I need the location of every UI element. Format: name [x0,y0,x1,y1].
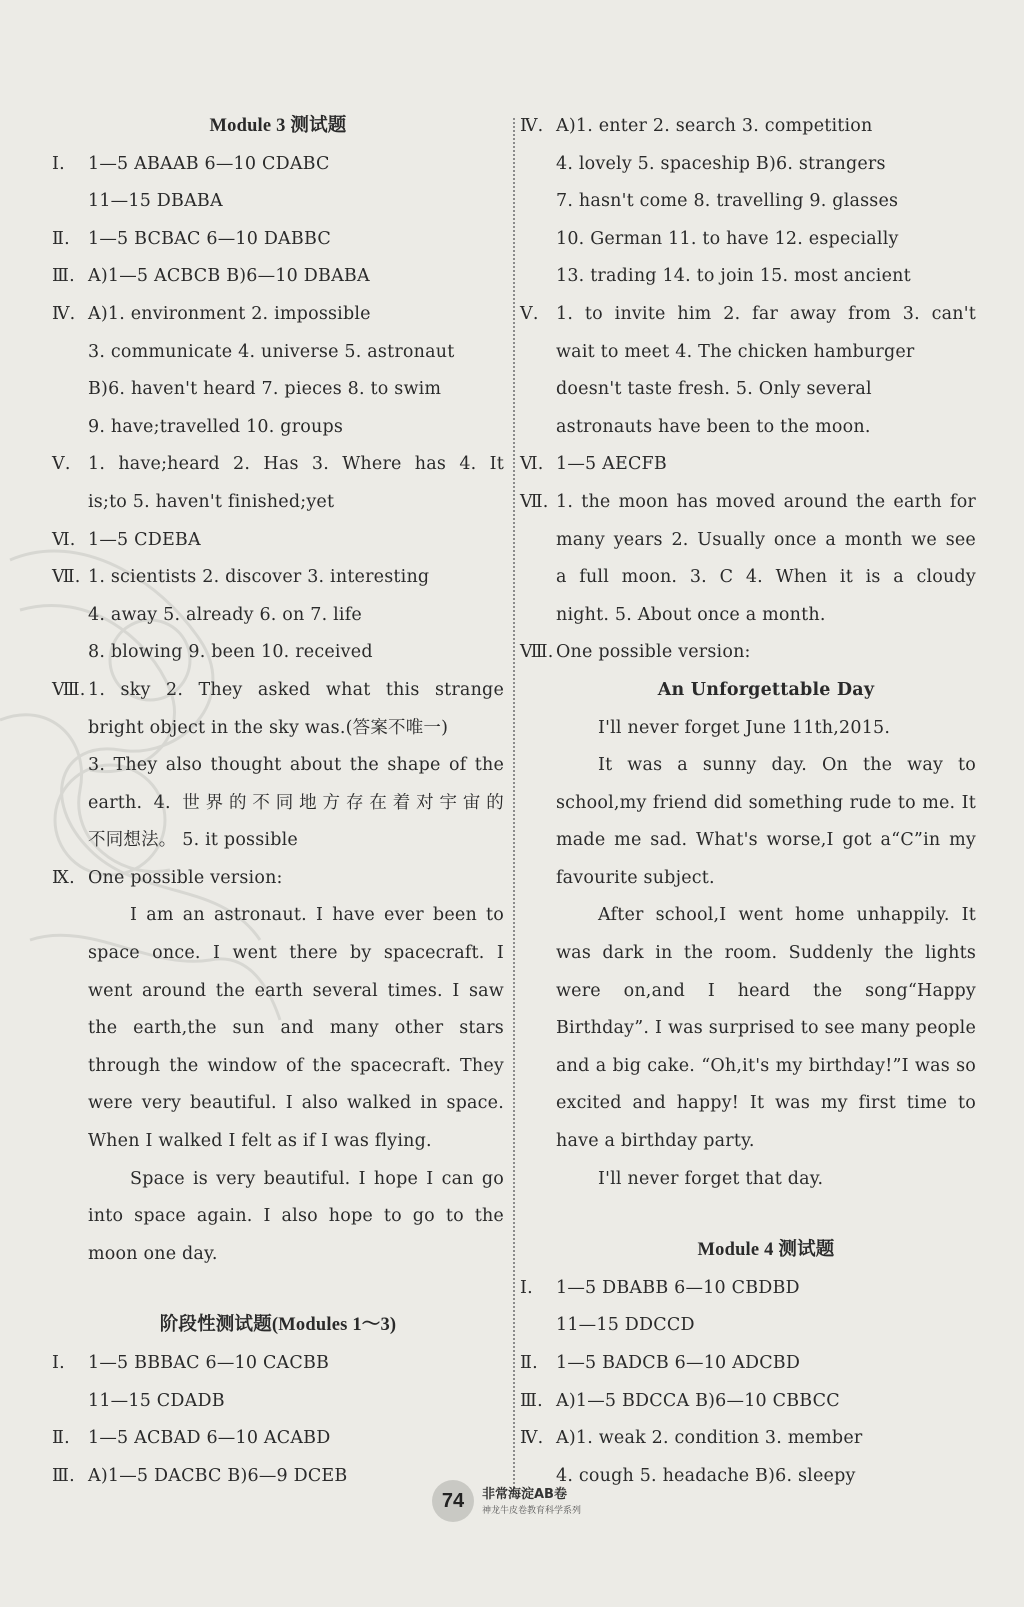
book-brand: 非常海淀AB卷 [482,1487,567,1502]
answer-line: night. 5. About once a month. [556,604,826,625]
answer-line: 1—5 DBABB 6—10 CBDBD [556,1277,800,1298]
section-number: Ⅷ. [520,642,554,663]
section-number: Ⅰ. [52,1353,65,1373]
answer-line: 1. to invite him 2. far away from 3. can't [556,303,976,324]
r-section-4 [520,108,976,296]
answer-line: A)1. weak 2. condition 3. member [556,1428,863,1449]
answer-line: 1—5 ACBAD 6—10 ACABD [88,1428,331,1449]
stage-test-title: 阶段性测试题(Modules 1～3) [159,1315,397,1336]
m4-section-3 [520,1383,976,1421]
answer-line: astronauts have been to the moon. [556,416,871,437]
column-divider [513,118,515,1488]
answer-line: 1. the moon has moved around the earth for [556,491,976,512]
answer-line: 4. cough 5. headache B)6. sleepy [556,1465,856,1486]
answer-line: A)1—5 BDCCA B)6—10 CBBCC [556,1390,840,1411]
section-number: Ⅵ. [52,529,76,550]
stage-section-1 [52,1345,504,1420]
answer-line: 9. have;travelled 10. groups [88,416,344,437]
section-number: Ⅰ. [520,1277,533,1298]
section-number: Ⅶ. [520,491,549,512]
book-series: 神龙牛皮卷教育科学系列 [482,1506,582,1516]
section-number: Ⅰ. [52,153,65,174]
page-number: 74 [432,1480,474,1522]
left-column [52,108,504,1495]
answer-line: A)1—5 DACBC B)6—9 DCEB [88,1465,348,1486]
essay-paragraph: I'll never forget June 11th,2015. [598,717,891,738]
section-number: Ⅴ. [520,303,539,324]
essay-title: An Unforgettable Day [657,679,875,700]
r-section-5 [520,296,976,446]
answer-line: 1—5 BADCB 6—10 ADCBD [556,1353,801,1373]
m4-section-2 [520,1345,976,1383]
answer-line: A)1. environment 2. impossible [88,303,371,324]
answer-line: 1—5 BCBAC 6—10 DABBC [88,228,331,249]
answer-line: many years 2. Usually once a month we see [556,529,976,550]
r-section-7 [520,484,976,634]
answer-line: B)6. haven't heard 7. pieces 8. to swim [88,379,442,400]
answer-line: wait to meet 4. The chicken hamburger [556,341,915,362]
section-number: Ⅵ. [520,454,544,475]
answer-line: 3. communicate 4. universe 5. astronaut [88,341,455,362]
r-section-8 [520,634,976,672]
section-number: Ⅸ. [52,867,75,888]
section-number: Ⅳ. [520,116,544,136]
section-number: Ⅳ. [520,1428,544,1449]
answer-line: 11—15 CDADB [88,1390,225,1411]
module4-title: Module 4 测试题 [697,1240,835,1261]
answer-line: 3. They also thought about the shape of the [88,755,504,776]
answer-line: a full moon. 3. C 4. When it is a cloudy [556,567,976,588]
r-section-6 [520,446,976,484]
essay-paragraph: Space is very beautiful. I hope I can go into space again. I also hope to go to the moon one day. [88,1168,504,1264]
answer-line: 1—5 BBBAC 6—10 CACBB [88,1353,330,1373]
module3-title: Module 3 测试题 [209,116,347,136]
answer-line: 1. sky 2. They asked what this strange [88,679,504,700]
answer-line: 不同想法。 5. it possible [88,830,298,851]
m3-section-9 [52,860,504,898]
section-number: Ⅶ. [52,567,81,588]
answer-line: is;to 5. haven't finished;yet [88,491,335,512]
answer-line: 1. have;heard 2. Has 3. Where has 4. It [88,454,504,475]
right-column [520,108,976,1495]
answer-line: 11—15 DDCCD [556,1315,695,1336]
answer-line: doesn't taste fresh. 5. Only several [556,379,872,400]
stage-section-2 [52,1420,504,1458]
answer-line: 8. blowing 9. been 10. received [88,642,373,663]
m3-section-6 [52,522,504,560]
answer-line: A)1. enter 2. search 3. competition [556,116,873,136]
section-number: Ⅲ. [520,1390,543,1411]
answer-line: 4. away 5. already 6. on 7. life [88,604,362,625]
essay-paragraph: After school,I went home unhappily. It was dark in the room. Suddenly the lights were on,and I heard the song“Happy Birthday”. I was surprised to see many people and a big cake. “Oh,it's my birthday!”I was so excited and happy! It was my first time to have a birthday party. [556,905,976,1152]
section-number: Ⅱ. [52,1428,70,1449]
answer-line: A)1—5 ACBCB B)6—10 DBABA [88,266,370,287]
answer-line: 10. German 11. to have 12. especially [556,228,899,249]
m3-section-2 [52,221,504,259]
section-number: Ⅱ. [52,228,70,249]
essay-paragraph: I am an astronaut. I have ever been to space once. I went there by spacecraft. I went around the earth several times. I saw the earth,the sun and many other stars through the window of the spacecraft. They were very beautiful. I also walked in space. When I walked I felt as if I was flying. [88,905,504,1152]
m3-section-7 [52,559,504,672]
answer-line: 13. trading 14. to join 15. most ancient [556,266,911,287]
m3-section-1 [52,146,504,221]
answer-line: 1—5 ABAAB 6—10 CDABC [88,153,330,174]
page-footer [432,1480,642,1522]
section-number: Ⅱ. [520,1353,538,1373]
section-number: Ⅲ. [52,1465,75,1486]
m3-section-5 [52,446,504,521]
answer-line: 7. hasn't come 8. travelling 9. glasses [556,191,899,212]
answer-line: 4. lovely 5. spaceship B)6. strangers [556,153,886,174]
answer-line: 1. scientists 2. discover 3. interesting [88,567,430,588]
answer-line: One possible version: [556,642,751,663]
section-number: Ⅷ. [52,679,86,700]
answer-line: 11—15 DBABA [88,191,223,212]
essay-paragraph: It was a sunny day. On the way to school,my friend did something rude to me. It made me sad. What's worse,I got a“C”in my favourite subject. [556,755,976,888]
answer-line: One possible version: [88,867,283,888]
m3-section-4 [52,296,504,446]
m3-section-3 [52,258,504,296]
section-number: Ⅲ. [52,266,75,287]
answer-line: earth. 4. 世界的不同地方存在着对宇宙的 [88,792,504,813]
answer-line: bright object in the sky was.(答案不唯一) [88,717,449,738]
section-number: Ⅳ. [52,303,76,324]
m4-section-1 [520,1270,976,1345]
essay-paragraph: I'll never forget that day. [598,1168,824,1189]
m3-section-8 [52,672,504,860]
answer-line: 1—5 CDEBA [88,529,201,550]
section-number: Ⅴ. [52,454,71,475]
answer-line: 1—5 AECFB [556,454,667,475]
